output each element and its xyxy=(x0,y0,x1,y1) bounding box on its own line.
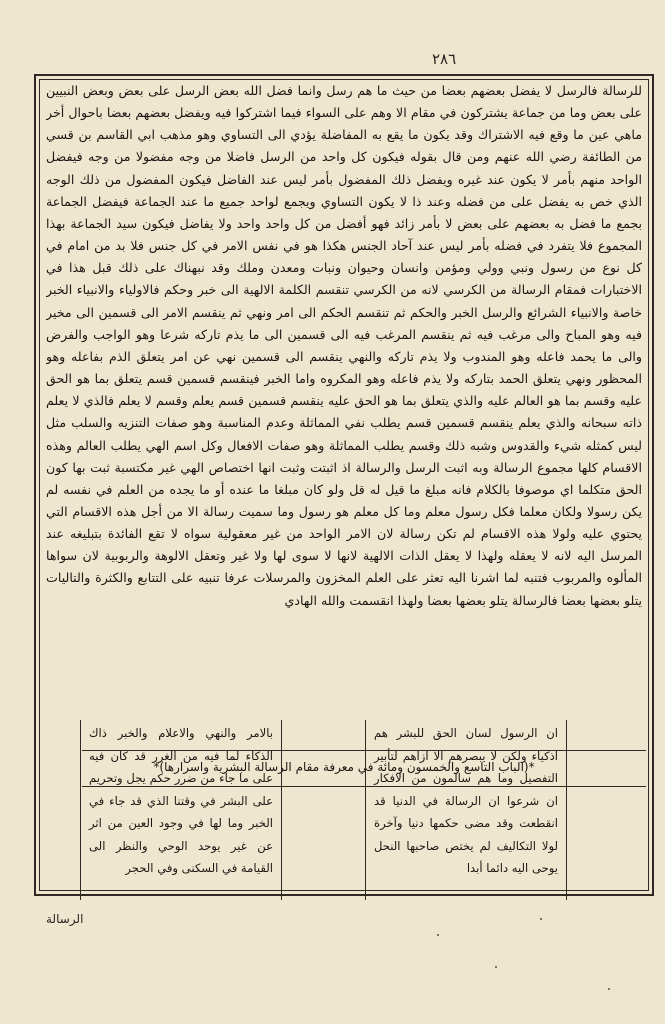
paper-speck xyxy=(608,988,610,990)
commentary-box-right: ان الرسول لسان الحق للبشر هم اذكياء ولكن لا يبصرهم الا ازاهم لتأبير التفصيل وما هم سالمون من الافكار ان شرعوا ان الرسالة في الدنيا قد انقطعت وقد مضى حكمها دنيا وآخرة لولا التكاليف لم يختص صاحبها النحل يوحى اليه دائما أبدا xyxy=(365,720,567,900)
page-number: ٢٨٦ xyxy=(432,50,457,68)
paper-speck xyxy=(495,966,497,968)
commentary-box-left: بالامر والنهي والاعلام والخبر ذاك الذكاء لما فيه من الغرر قد كان فيه على ما جاء من ضرر حكم يجل وتحريم على البشر في وقتنا الذي قد جاء في الخبر وما لها في وجود العين من اثر عن غير يوحد الوحي والنظر الى القيامة في السكنى وفي الحجر xyxy=(80,720,282,900)
paper-speck xyxy=(540,918,542,920)
footer-catchword: الرسالة xyxy=(46,912,84,926)
chapter-heading: *(الباب التاسع والخمسون ومائة في معرفة مقام الرسالة البشرية واسرارها)* xyxy=(153,760,535,774)
paper-speck xyxy=(437,934,439,936)
main-body-text: للرسالة فالرسل لا يفضل بعضهم بعضا من حيث ما هم رسل وانما فضل الله بعض الرسل على بعض وبعض النبيين على بعض وما من جماعة يشتركون في مقام الا وهم على السواء فيما اشتركوا فيه ويفضل بعضهم بعضا باحوال أخر ماهي عين ما وقع فيه الاشتراك وقد يكون ما يقع به المفاضلة يؤدي الى التساوي وهو مذهب ابي القاسم بن قسي من الطائفة رضي الله عنهم ومن قال بقوله فيكون كل واحد من الرسل فاضلا من وجه مفضولا من وجه فيفضل الواحد منهم بأمر لا يكون عند غيره ويفضل ذلك المفضول بأمر ليس عند الفاضل فيكون المفضول من ذلك الوجه الذي خص به يفضل على من فضله وعند ذا لا يكون التساوي ويجمع لواحد جميع ما عند الجماعة فيفضل الجماعة بجمع ما فضل به بعضهم على بعض لا بأمر زائد فهو أفضل من كل واحد واحد ولا يفاضل فيكون سيد الجماعة بهذا المجموع فلا يتفرد في فضله بأمر ليس عند آحاد الجنس هكذا هو في نفس الامر في كل جنس فلا بد من امام في كل نوع من رسول ونبي وولي ومؤمن وانسان وحيوان ونبات ومعدن وملك وقد نبهناك على ذلك قبل هذا في الاختبارات فمقام الرسالة من الكرسي لانه من الكرسي تنقسم الكلمة الالهية الى خبر وحكم فالاولياء والانبياء الخبر خاصة والانبياء الشرائع والرسل الخبر والحكم ثم تنقسم الحكم الى امر ونهي ثم ينقسم الامر الى قسمين الى مخير فيه وهو المباح والى مرغب فيه ثم ينقسم المرغب فيه الى قسمين الى ما يذم تاركه شرعا وهو الواجب والفرض والى ما يحمد فاعله وهو المندوب ولا يذم تاركه والنهي ينقسم الى قسمين نهي عن امر يتعلق الذم بفاعله وهو المحظور ونهي يتعلق الحمد بتاركه ولا يذم فاعله وهو المكروه واما الخبر فينقسم قسمين قسم يتعلق بما هو الحق عليه وقسم بما هو العالم عليه والذي يتعلق بما هو الحق عليه ينقسم قسمين قسم يعلم وقسم لا يعلم فالذي لا يعلم ذاته سبحانه والذي يعلم ينقسم قسمين قسم يطلب نفي المماثلة وعدم المناسبة وهو صفات التنزيه والسلب مثل ليس كمثله شيء والقدوس وشبه ذلك وقسم يطلب المماثلة وهو صفات الافعال وكل اسم الهي يطلب العالم وهذه الاقسام كلها مجموع الرسالة وبه اثبت الرسل والرسالة اذ اثبتت وثبت انها اختصاص الهي غير مكتسبة ثبت بها كون الحق متكلما اي موصوفا بالكلام فانه مبلغ ما قيل له قل ولو كان مبلغا ما عنده أو ما يجده من العلم في نفسه لم يكن رسولا ولكان معلما فكل رسول معلم وما كل معلم هو رسول وما سميت رسالة الا من أجل هذه الاقسام التي يحتوي عليه ولولا هذه الاقسام لم تكن رسالة لان الامر الواحد من غير معقولية سواه لا تقع الفائدة بتبليغه عند المرسل اليه لانه لا يعقله ولهذا لا يعقل الذات الالهية لانها لا سوى لها ولا غير وتعقل الالوهة والربوبية لان سواها المألوه والمربوب فتنبه لما اشرنا اليه تعثر على العلم المخزون والمرسلات عرفا تنبيه على التتابع والكثرة والتاليات يتلو بعضها بعضا فالرسالة يتلو بعضها بعضا ولهذا انقسمت والله الهادي xyxy=(46,83,642,608)
